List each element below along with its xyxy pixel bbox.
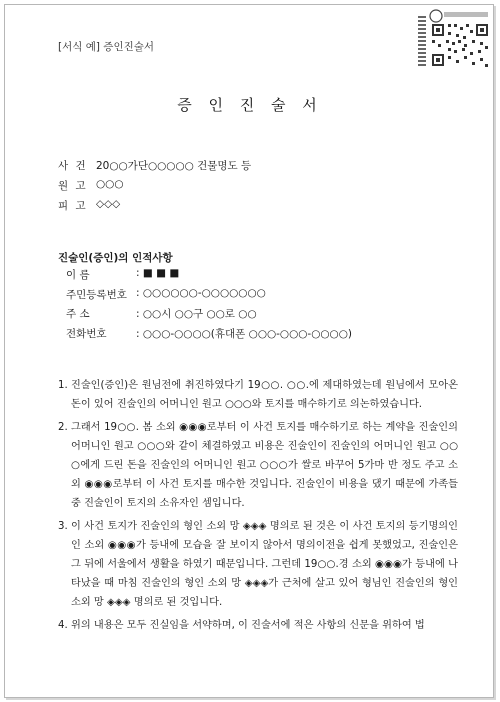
person-key: 전화번호 [66, 327, 107, 340]
person-value: : ■ ■ ■ [136, 267, 180, 279]
statement-item [58, 517, 458, 612]
case-row-defendant [58, 198, 251, 218]
statement-item [58, 376, 458, 414]
person-value: : ○○○○○○-○○○○○○○ [136, 286, 266, 299]
qr-code-icon [418, 8, 492, 70]
statement-item [58, 616, 458, 635]
person-key: 주민등록번호 [66, 288, 127, 301]
case-info [58, 158, 251, 218]
person-key: 이 름 [66, 269, 90, 281]
person-info [66, 267, 352, 345]
case-value: ◇◇◇ [96, 198, 121, 210]
case-key: 원 고 [58, 180, 88, 192]
person-key: 주 소 [66, 308, 90, 320]
case-value: 20○○가단○○○○○ 건물명도 등 [96, 160, 252, 172]
person-row-id [66, 287, 352, 307]
statement-number: 3. [58, 521, 68, 532]
form-label: [서식 예] 증인진술서 [58, 41, 155, 53]
case-row-case [58, 158, 251, 178]
case-row-plaintiff [58, 178, 251, 198]
statement-number: 2. [58, 422, 68, 433]
case-value: ○○○ [96, 178, 124, 190]
statement-text: 진술인(증인)은 원님전에 취진하였다기 19○○. ○○.에 제대하였는데 원님에서 모아온 돈이 있어 진술인의 어머니인 원고 ○○○와 토지를 매수하기로 의논하였습니다. [71, 380, 458, 410]
statement-text: 위의 내용은 모두 진실임을 서약하며, 이 진술서에 적은 사항의 신문을 위하여 법 [71, 620, 425, 631]
person-value: : ○○○-○○○○(휴대폰 ○○○-○○○-○○○○) [136, 327, 352, 340]
case-key: 사 건 [58, 160, 88, 172]
person-value: : ○○시 ○○구 ○○로 ○○ [136, 308, 257, 320]
section-heading: 진술인(증인)의 인적사항 [58, 252, 173, 264]
statement-number: 4. [58, 620, 68, 631]
person-row-address [66, 306, 352, 326]
statement-text: 그래서 19○○. 봄 소외 ◉◉◉로부터 이 사건 토지를 매수하기로 하는 계약을 진술인의 어머니인 원고 ○○○와 같이 체결하였고 비용은 진술인이 진술인의 어머니인 원고 ○○○에게 드린 돈을 진술인의 어머니인 원고 ○○○가 쌀로 바꾸어 5가마 반 정도 주고 소외 ◉◉◉로부터 이 사건 토지를 매수한 것입니다. 진술인이 비용을 댔기 때문에 가족들 중 진술인이 토지의 소유자인 셈입니다. [71, 422, 458, 509]
person-row-name [66, 267, 352, 287]
person-row-phone [66, 326, 352, 346]
case-key: 피 고 [58, 200, 88, 212]
statement-list [58, 376, 458, 639]
statement-item [58, 418, 458, 513]
statement-number: 1. [58, 380, 68, 391]
statement-text: 이 사건 토지가 진술인의 형인 소외 망 ◈◈◈ 명의로 된 것은 이 사건 토지의 등기명의인인 소외 ◉◉◉가 등내에 모습을 잘 보이지 않아서 명의이전을 쉽게 못했었고, 진술인은 그 뒤에 서울에서 생활을 하였기 때문입니다. 그런데 19○○.경 소외 ◉◉◉가 등내에 나타났을 때 마침 진술인의 형인 소외 망 ◈◈◈가 근처에 살고 있어 형님인 진술인의 형인 소외 망 ◈◈◈ 명의로 된 것입니다. [71, 521, 458, 608]
document-title: 증 인 진 술 서 [177, 96, 323, 114]
